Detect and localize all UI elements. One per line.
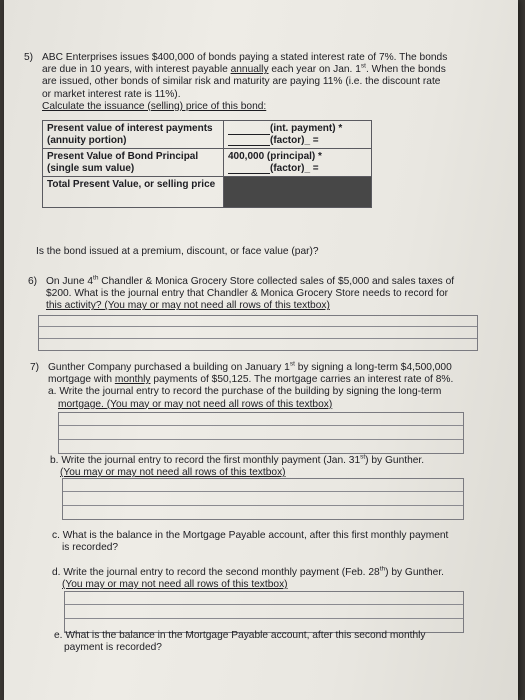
question-5-number: 5): [24, 52, 34, 63]
question-6-text: On June 4th Chandler & Monica Grocery Store collected sales of $5,000 and sales taxes of $200. What is the journal entry that Chandler & Monica Grocery Store needs to record for this activity? (You may or may not need all rows of this textbox): [46, 274, 455, 312]
question-6-answer-box[interactable]: [38, 315, 478, 351]
answer-row[interactable]: [59, 426, 463, 440]
question-7e-text: e. What is the balance in the Mortgage Payable account, after this second monthly payment is recorded?: [54, 630, 426, 654]
answer-row[interactable]: [39, 316, 477, 327]
table-row: [43, 177, 372, 208]
question-7d-text: d. Write the journal entry to record the second monthly payment (Feb. 28th) by Gunther. (You may or may not need all rows of this textbox): [52, 565, 445, 591]
table-row: [43, 149, 372, 177]
question-5-followup: Is the bond issued at a premium, discount, or face value (par)?: [36, 246, 319, 257]
answer-row[interactable]: [39, 339, 477, 350]
answer-row[interactable]: [65, 592, 463, 605]
total-pv-cell: [224, 177, 372, 208]
worksheet-page: [4, 0, 518, 700]
answer-row[interactable]: [59, 413, 463, 426]
question-7b-text: b. Write the journal entry to record the first monthly payment (Jan. 31st) by Gunther. (You may or may not need all rows of this textbox): [50, 453, 425, 479]
pv-interest-cell[interactable]: (int. payment) * (factor)_ =: [224, 121, 372, 149]
pv-principal-cell[interactable]: 400,000 (principal) * (factor)_ =: [224, 149, 372, 177]
answer-row[interactable]: [39, 327, 477, 339]
question-7c-text: c. What is the balance in the Mortgage Payable account, after this first monthly payment is recorded?: [52, 530, 449, 554]
question-6-number: 6): [28, 276, 38, 287]
question-7b-answer-box[interactable]: [62, 478, 464, 520]
pv-principal-label: Present Value of Bond Principal (single sum value): [43, 149, 224, 177]
answer-row[interactable]: [59, 440, 463, 453]
table-row: [43, 121, 372, 149]
question-7-text: Gunther Company purchased a building on January 1st by signing a long-term $4,500,000 mortgage with monthly payments of $50,125. The mortgage carries an interest rate of 8%. a. Write the journal entry to record the purchase of the building by signing the long-term mortgage. (You may or may not need all rows of this textbox): [48, 360, 454, 410]
question-5-text: ABC Enterprises issues $400,000 of bonds paying a stated interest rate of 7%. The bonds are due in 10 years, with interest payable annually each year on Jan. 1st. When the bonds are issued, other bonds of similar risk and maturity are paying 11% (i.e. the discount rate or market interest rate is 11%). Calculate the issuance (selling) price of this bond:: [42, 52, 448, 112]
answer-row[interactable]: [65, 605, 463, 619]
bond-price-table: [42, 120, 372, 208]
answer-row[interactable]: [63, 506, 463, 519]
total-pv-label: Total Present Value, or selling price: [43, 177, 224, 208]
pv-interest-label: Present value of interest payments (annuity portion): [43, 121, 224, 149]
question-7d-answer-box[interactable]: [64, 591, 464, 633]
question-7-number: 7): [30, 362, 40, 373]
answer-row[interactable]: [63, 492, 463, 506]
question-7a-answer-box[interactable]: [58, 412, 464, 454]
answer-row[interactable]: [63, 479, 463, 492]
